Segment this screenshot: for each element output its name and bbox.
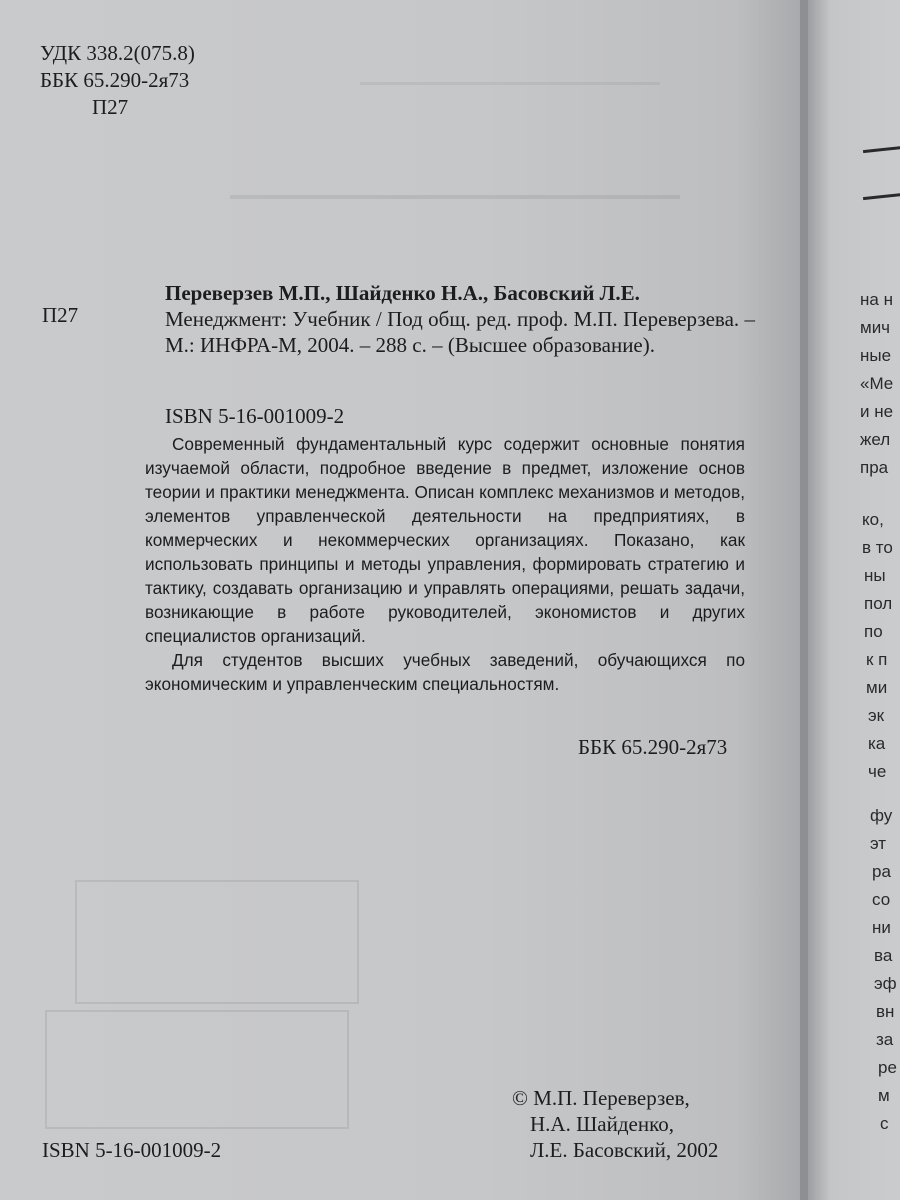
right-page-text-fragment: «Ме: [860, 374, 894, 393]
right-page-text-fragment: ка: [868, 734, 886, 753]
isbn-bottom: ISBN 5-16-001009-2: [42, 1138, 222, 1162]
annotation: [145, 432, 745, 696]
right-page-text-fragment: м: [878, 1086, 890, 1105]
right-page-text-fragment: к п: [866, 650, 888, 669]
annotation-paragraph: Современный фундаментальный курс содержит основные понятия изучаемой области, подробное введение в предмет, изложение основ теории и практики менеджмента. Описан комплекс механизмов и методов, элементов управленческой деятельности на предприятиях, в коммерческих и некоммерческих организациях. Показано, как использовать принципы и методы управления, формировать стратегию и тактику, создавать организацию и управлять операциями, решать задачи, возникающие в работе руководителей, экономистов и других специалистов организаций.: [145, 434, 745, 646]
right-page-text-fragment: эк: [868, 706, 885, 725]
right-page-text-fragment: за: [876, 1030, 894, 1049]
right-page-text-fragment: фу: [870, 806, 893, 825]
right-page-text-fragment: ные: [860, 346, 892, 365]
show-through-decoration: [360, 60, 660, 85]
right-page-text-fragment: по: [864, 622, 883, 641]
stamp-decoration: [45, 1010, 349, 1129]
rule-decoration: [863, 193, 900, 200]
copyright-line: © М.П. Переверзев,: [512, 1086, 690, 1110]
udk-code: УДК 338.2(075.8): [40, 41, 195, 65]
right-page-text-fragment: на н: [860, 290, 893, 309]
right-page-text-fragment: ко,: [862, 510, 884, 529]
right-page-text-fragment: вн: [876, 1002, 895, 1021]
copyright-line: Н.А. Шайденко,: [530, 1112, 674, 1136]
right-page-text-fragment: ны: [864, 566, 886, 585]
right-page-text-fragment: со: [872, 890, 891, 909]
copyright-line: Л.Е. Басовский, 2002: [530, 1138, 719, 1162]
right-page-text-fragment: ми: [866, 678, 888, 697]
annotation-audience: Для студентов высших учебных заведений, обучающихся по экономическим и управленческим специальностям.: [145, 650, 745, 694]
show-through-decoration: [230, 165, 680, 199]
book-page-right: [808, 0, 900, 1200]
record-authors: Переверзев М.П., Шайденко Н.А., Басовский Л.Е.: [165, 281, 640, 305]
record-title: Менеджмент: Учебник / Под общ. ред. проф. М.П. Переверзева. – М.: ИНФРА-М, 2004. – 288 с. – (Высшее образование).: [165, 307, 755, 357]
right-page-text-fragment: в то: [862, 538, 893, 557]
bbk-code-bottom: ББК 65.290-2я73: [578, 735, 728, 759]
bibliographic-record: [165, 280, 755, 358]
right-page-text-fragment: ни: [872, 918, 891, 937]
right-page-text-fragment: ре: [878, 1058, 897, 1077]
bbk-code: ББК 65.290-2я73: [40, 68, 190, 92]
right-page-text-fragment: пра: [860, 458, 889, 477]
right-page-text-fragment: с: [880, 1114, 889, 1133]
classification-block: [40, 40, 195, 121]
right-page-text-fragment: ра: [872, 862, 891, 881]
right-page-text-fragment: и не: [860, 402, 894, 421]
stamp-decoration: [75, 880, 359, 1004]
rule-decoration: [863, 146, 900, 153]
record-isbn: ISBN 5-16-001009-2: [165, 404, 345, 428]
right-page-text-fragment: эф: [874, 974, 897, 993]
right-page-text-fragment: мич: [860, 318, 891, 337]
copyright-block: [512, 1085, 718, 1163]
right-page-text-fragment: эт: [870, 834, 887, 853]
author-mark-left: П27: [42, 303, 79, 327]
author-mark: П27: [92, 95, 129, 119]
right-page-text-fragment: пол: [864, 594, 893, 613]
right-page-text-fragment: жел: [860, 430, 891, 449]
right-page-text-fragment: че: [868, 762, 887, 781]
right-page-text-fragment: ва: [874, 946, 893, 965]
